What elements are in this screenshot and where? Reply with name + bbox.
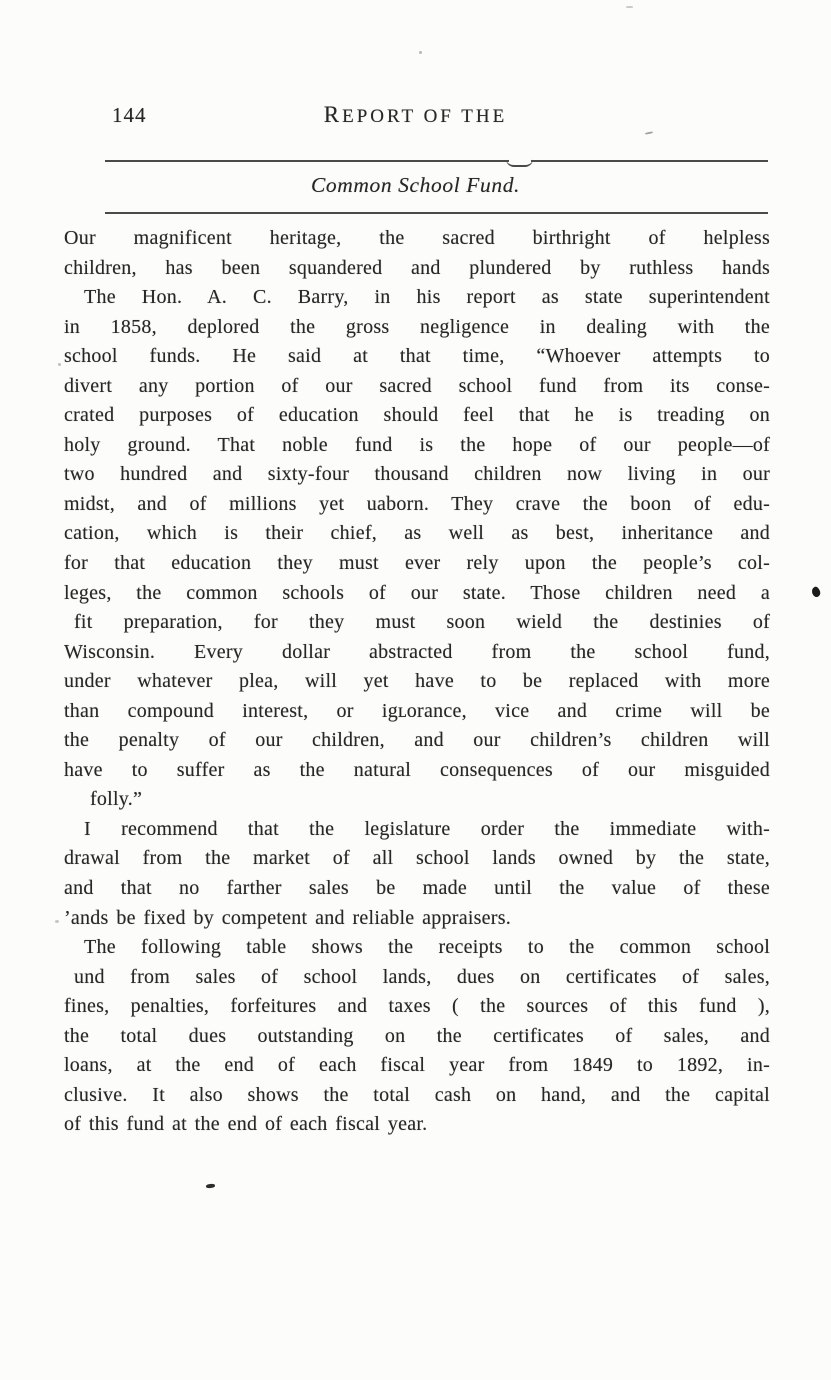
text-line: children, has been squandered and plundered by ruthless hands — [64, 256, 770, 279]
text-line: and that no farther sales be made until the value of these — [64, 877, 770, 900]
speck — [626, 6, 633, 8]
text-line: in 1858, deplored the gross negligence in dealing with the — [64, 315, 770, 338]
text-line: fines, penalties, forfeitures and taxes ( the sources of this fund ), — [64, 995, 770, 1018]
text-line: ’ands be fixed by competent and reliable appraisers. — [64, 906, 512, 929]
text-line: two hundred and sixty-four thousand children now living in our — [64, 463, 770, 486]
text-line: The following table shows the receipts to the common school — [84, 936, 770, 959]
rule-notch — [506, 159, 533, 167]
text-line: Our magnificent heritage, the sacred birthright of helpless — [64, 227, 770, 249]
header-rule-top — [105, 160, 768, 162]
text-line: fit preparation, for they must soon wield the destinies of — [74, 611, 770, 634]
text-line: crated purposes of education should feel that he is treading on — [64, 404, 770, 427]
body-text — [64, 224, 770, 1140]
section-title: Common School Fund. — [310, 173, 521, 197]
text-line: Wisconsin. Every dollar abstracted from the school fund, — [64, 640, 770, 663]
text-line: under whatever plea, will yet have to be replaced with more — [64, 670, 770, 693]
text-line: midst, and of millions yet uaborn. They crave the boon of edu- — [64, 492, 770, 515]
text-line: for that education they must ever rely upon the people’s col- — [64, 552, 770, 575]
text-line: I recommend that the legislature order the immediate with- — [84, 817, 770, 840]
speck — [55, 920, 59, 923]
page-number: 144 — [112, 103, 147, 127]
text-line: the penalty of our children, and our children’s children will — [64, 729, 770, 752]
text-line: have to suffer as the natural consequences of our misguided — [64, 758, 770, 781]
text-line: of this fund at the end of each fiscal year. — [64, 1113, 428, 1136]
text-line: cation, which is their chief, as well as best, inheritance and — [64, 522, 770, 545]
text-line: than compound interest, or igʟorance, vice and crime will be — [64, 699, 770, 722]
speck — [419, 51, 422, 54]
text-line: clusive. It also shows the total cash on hand, and the capital — [64, 1083, 770, 1106]
speck — [645, 131, 653, 135]
header-rule-bottom — [105, 212, 768, 214]
text-line: the total dues outstanding on the certificates of sales, and — [64, 1024, 770, 1047]
text-line: The Hon. A. C. Barry, in his report as state superintendent — [84, 286, 770, 309]
text-line: und from sales of school lands, dues on certificates of sales, — [74, 965, 770, 988]
text-line: drawal from the market of all school lands owned by the state, — [64, 847, 770, 870]
text-line: loans, at the end of each fiscal year from 1849 to 1892, in- — [64, 1054, 770, 1077]
text-line: leges, the common schools of our state. Those children need a — [64, 581, 770, 604]
running-header: REPORT OF THE — [323, 102, 508, 127]
speck-dash — [206, 1184, 215, 1189]
text-line: school funds. He said at that time, “Whoever attempts to — [64, 345, 770, 368]
ink-blot — [810, 586, 822, 599]
text-line: holy ground. That noble fund is the hope of our people—of — [64, 433, 770, 456]
text-line: folly.” — [90, 788, 143, 811]
speck — [58, 363, 61, 366]
text-line: divert any portion of our sacred school fund from its conse- — [64, 374, 770, 397]
